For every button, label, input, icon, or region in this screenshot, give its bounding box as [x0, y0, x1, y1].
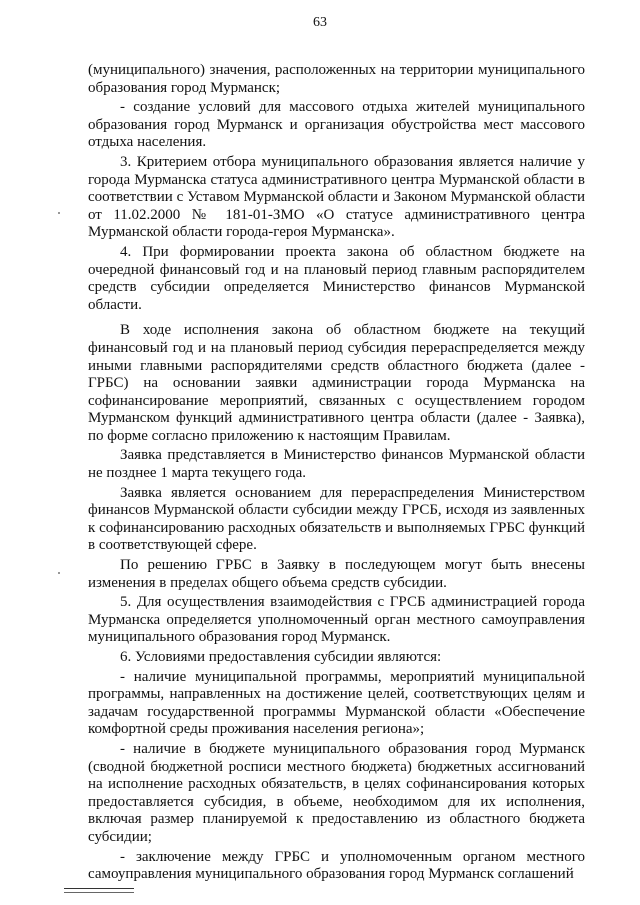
paragraph-6: Заявка представляется в Министерство финансов Мурманской области не позднее 1 марта текущего года. [88, 447, 585, 482]
paragraph-13: - заключение между ГРБС и уполномоченным органом местного самоуправления муниципального образования город Мурманск соглашений [88, 848, 585, 883]
paragraph-4: 4. При формировании проекта закона об областном бюджете на очередной финансовый год и на плановый период главным распорядителем средств субсидии определяется Министерство финансов Мурманской области. [88, 243, 585, 313]
paragraph-12: - наличие в бюджете муниципального образования город Мурманск (сводной бюджетной росписи местного бюджета) бюджетных ассигнований на исполнение расходных обязательств, в целях софинансирования которых предоставляется субсидия, в объеме, необходимом для их исполнения, включая размер планируемой к предоставлению из областного бюджета субсидии; [88, 740, 585, 845]
page-number: 63 [313, 15, 327, 30]
scan-speck [58, 212, 60, 214]
paragraph-1: (муниципального) значения, расположенных на территории муниципального образования город Мурманск; [88, 62, 585, 96]
footer-rule [64, 888, 134, 889]
paragraph-10: 6. Условиями предоставления субсидии являются: [120, 649, 442, 665]
paragraph-3: 3. Критерием отбора муниципального образования является наличие у города Мурманска статуса административного центра Мурманской области в соответствии с Уставом Мурманской области и Законом Мурманской области от 11.02.2000 № 181-01-ЗМО «О статусе административного центра Мурманской области города-героя Мурманска». [88, 153, 585, 241]
paragraph-7: Заявка является основанием для перераспределения Министерством финансов Мурманской области субсидии между ГРСБ, исходя из заявленных к софинансированию расходных обязательств и выполняемых ГРБС функций в соответствующей сфере. [88, 484, 585, 554]
paragraph-2: - создание условий для массового отдыха жителей муниципального образования город Мурманск и организация обустройства мест массового отдыха населения. [88, 99, 585, 151]
paragraph-11: - наличие муниципальной программы, мероприятий муниципальной программы, направленных на достижение целей, соответствующих целям и задачам государственной программы Мурманской области «Обеспечение комфортной среды проживания населения региона»; [88, 668, 585, 738]
paragraph-5: В ходе исполнения закона об областном бюджете на текущий финансовый год и на плановый период субсидия перераспределяется между иными главными распорядителями средств областного бюджета (далее - ГРБС) на основании заявки администрации города Мурманска на софинансирование мероприятий, связанных с осуществлением городом Мурманском функций административного центра области (далее - Заявка), по форме согласно приложению к настоящим Правилам. [88, 322, 585, 444]
paragraph-9: 5. Для осуществления взаимодействия с ГРСБ администрацией города Мурманска определяется уполномоченный орган местного самоуправления муниципального образования город Мурманск. [88, 594, 585, 646]
paragraph-8: По решению ГРБС в Заявку в последующем могут быть внесены изменения в пределах общего объема средств субсидии. [88, 557, 585, 591]
scan-speck [58, 572, 60, 574]
document-body [88, 62, 585, 886]
footer-rule [64, 892, 134, 893]
